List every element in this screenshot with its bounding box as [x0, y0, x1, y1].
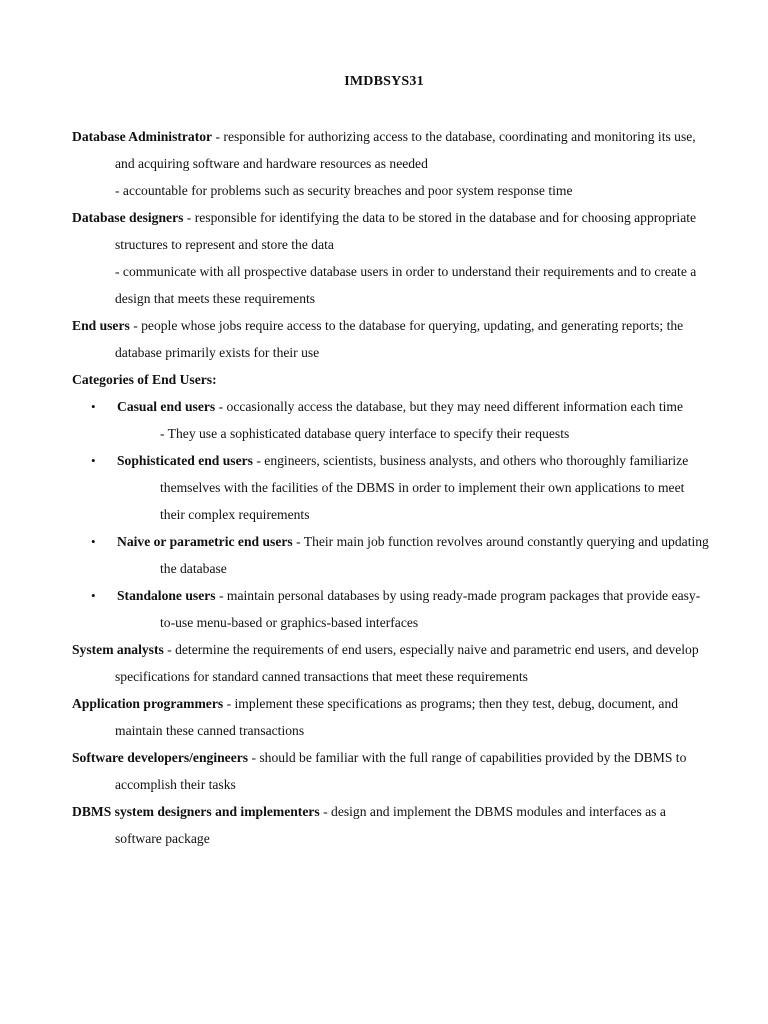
bullet-item-casual: [72, 393, 712, 420]
entry-description: - design and implement the DBMS modules and interfaces as a software package: [115, 804, 666, 846]
entry-database-administrator: [72, 123, 712, 177]
entry-term: Software developers/engineers: [72, 750, 249, 765]
entry-database-designers: [72, 204, 712, 258]
entry-description: - should be familiar with the full range of capabilities provided by the DBMS to accomplish their tasks: [115, 750, 687, 792]
bullet-term: Casual end users: [117, 399, 216, 414]
entry-dbms-designers: [72, 798, 712, 852]
bullet-note: - They use a sophisticated database query interface to specify their requests: [160, 426, 570, 441]
bullet-term: Standalone users: [117, 588, 216, 603]
entry-term: Database Administrator: [72, 129, 213, 144]
bullet-item-sophisticated: [72, 447, 712, 528]
bullet-icon: •: [91, 534, 96, 549]
bullet-icon: •: [91, 453, 96, 468]
categories-heading: Categories of End Users:: [72, 372, 217, 387]
entry-system-analysts: [72, 636, 712, 690]
bullet-icon: •: [91, 399, 96, 414]
bullet-term: Sophisticated end users: [117, 453, 253, 468]
entry-description: - people whose jobs require access to the database for querying, updating, and generating reports; the database primarily exists for their use: [115, 318, 684, 360]
document-body: [72, 123, 712, 852]
entry-end-users: [72, 312, 712, 366]
bullet-description: - occasionally access the database, but they may need different information each time: [215, 399, 683, 414]
entry-term: Application programmers: [72, 696, 224, 711]
bullet-item-standalone: [72, 582, 712, 636]
document-title: IMDBSYS31: [344, 74, 424, 89]
entry-term: Database designers: [72, 210, 184, 225]
entry-description: - responsible for authorizing access to the database, coordinating and monitoring its use, and acquiring software and hardware resources as needed: [115, 129, 696, 171]
entry-application-programmers: [72, 690, 712, 744]
entry-term: DBMS system designers and implementers: [72, 804, 320, 819]
entry-description: - responsible for identifying the data to be stored in the database and for choosing appropriate structures to represent and store the data: [115, 210, 697, 252]
entry-note: - communicate with all prospective database users in order to understand their requirements and to create a design that meets these requirements: [115, 264, 697, 306]
bullet-description: - Their main job function revolves around constantly querying and updating the database: [160, 534, 709, 576]
bullet-item-naive: [72, 528, 712, 582]
bullet-term: Naive or parametric end users: [117, 534, 293, 549]
entry-note: - accountable for problems such as security breaches and poor system response time: [115, 183, 573, 198]
bullet-icon: •: [91, 588, 96, 603]
bullet-description: - maintain personal databases by using ready-made program packages that provide easy-to-use menu-based or graphics-based interfaces: [160, 588, 701, 630]
entry-term: End users: [72, 318, 130, 333]
entry-description: - determine the requirements of end users, especially naive and parametric end users, and develop specifications for standard canned transactions that meet these requirements: [115, 642, 699, 684]
entry-description: - implement these specifications as programs; then they test, debug, document, and maintain these canned transactions: [115, 696, 679, 738]
bullet-description: - engineers, scientists, business analysts, and others who thoroughly familiarize themselves with the facilities of the DBMS in order to implement their own applications to meet their complex requirements: [160, 453, 689, 522]
entry-software-developers: [72, 744, 712, 798]
entry-term: System analysts: [72, 642, 164, 657]
